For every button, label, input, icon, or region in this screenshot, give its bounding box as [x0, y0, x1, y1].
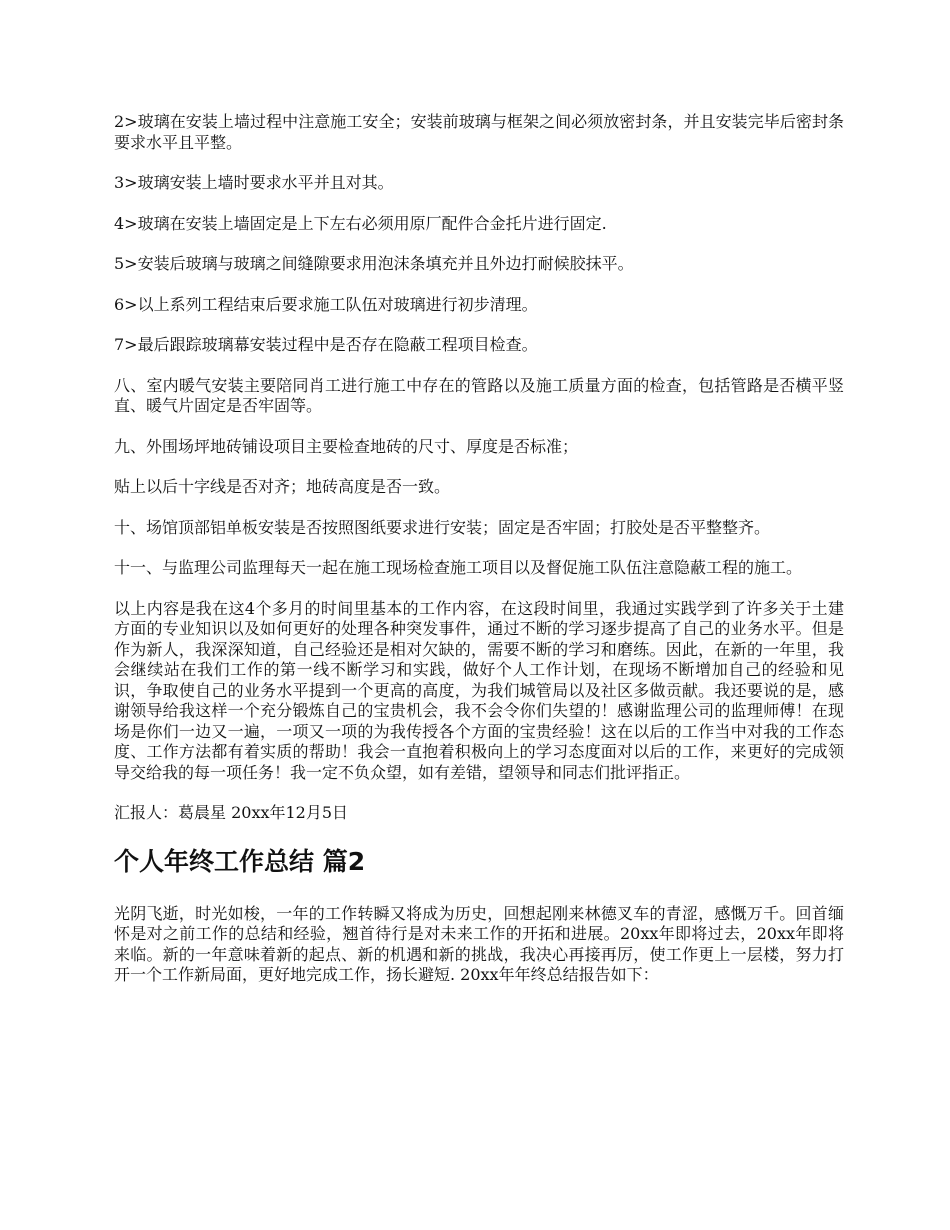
paragraph-section-11: 十一、与监理公司监理每天一起在施工现场检查施工项目以及督促施工队伍注意隐蔽工程的施工。 — [114, 558, 803, 577]
paragraph-signature: 汇报人：葛晨星 20xx年12月5日 — [114, 803, 349, 822]
paragraph-glass-4: 4>玻璃在安装上墙固定是上下左右必须用原厂配件合金托片进行固定. — [114, 213, 607, 233]
paragraph-glass-7: 7>最后跟踪玻璃幕安装过程中是否存在隐蔽工程项目检查。 — [114, 335, 538, 354]
document-page — [114, 112, 844, 1006]
paragraph-glass-6: 6>以上系列工程结束后要求施工队伍对玻璃进行初步清理。 — [114, 294, 538, 314]
paragraph-glass-5: 5>安装后玻璃与玻璃之间缝隙要求用泡沫条填充并且外边打耐候胶抹平。 — [114, 254, 634, 273]
paragraph-summary: 以上内容是我在这4个多月的时间里基本的工作内容，在这段时间里，我通过实践学到了许多关于土建方面的专业知识以及如何更好的处理各种突发事件，通过不断的学习逐步提高了自己的业务水平。但是作为新人，我深深知道，自己经验还是相对欠缺的，需要不断的学习和磨练。因此，在新的一年里，我会继续站在我们工作的第一线不断学习和实践，做好个人工作计划，在现场不断增加自己的经验和见识，争取使自己的业务水平提到一个更高的高度，为我们城管局以及社区多做贡献。我还要说的是，感谢领导给我这样一个充分锻炼自己的宝贵机会，我不会令你们失望的！感谢监理公司的监理师傅！在现场是你们一边又一遍，一项又一项的为我传授各个方面的宝贵经验！这在以后的工作当中对我的工作态度、工作方法都有着实质的帮助！我会一直抱着积极向上的学习态度面对以后的工作，来更好的完成领导交给我的每一项任务！我一定不负众望，如有差错，望领导和同志们批评指正。 — [114, 598, 844, 782]
paragraph-section-9-cont: 贴上以后十字线是否对齐；地砖高度是否一致。 — [114, 477, 451, 496]
paragraph-glass-3: 3>玻璃安装上墙时要求水平并且对其。 — [114, 173, 394, 192]
paragraph-intro: 光阴飞逝，时光如梭，一年的工作转瞬又将成为历史，回想起刚来林德叉车的青涩，感慨万千。回首缅怀是对之前工作的总结和经验，翘首待行是对未来工作的开拓和进展。20xx年即将过去，20xx年即将来临。新的一年意味着新的起点、新的机遇和新的挑战，我决心再接再厉，使工作更上一层楼，努力打开一个工作新局面，更好地完成工作，扬长避短. 20xx年年终总结报告如下： — [114, 903, 844, 984]
section-heading: 个人年终工作总结 篇2 — [114, 846, 366, 876]
paragraph-section-8: 八、室内暖气安装主要陪同肖工进行施工中存在的管路以及施工质量方面的检查，包括管路是否横平竖直、暖气片固定是否牢固等。 — [114, 375, 844, 415]
paragraph-section-10: 十、场馆顶部铝单板安装是否按照图纸要求进行安装；固定是否牢固；打胶处是否平整整齐。 — [114, 517, 771, 537]
paragraph-glass-2: 2>玻璃在安装上墙过程中注意施工安全；安装前玻璃与框架之间必须放密封条，并且安装完毕后密封条要求水平且平整。 — [114, 112, 844, 152]
paragraph-section-9: 九、外围场坪地砖铺设项目主要检查地砖的尺寸、厚度是否标准； — [114, 436, 579, 456]
